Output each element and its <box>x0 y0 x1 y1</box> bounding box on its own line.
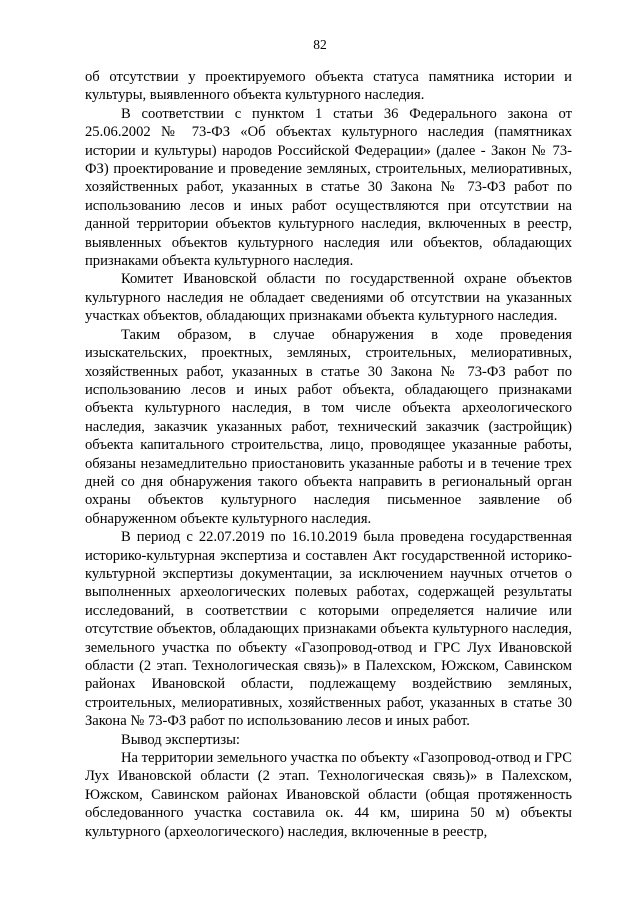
page-number: 82 <box>313 37 327 52</box>
paragraph-expertise-conclusion: На территории земельного участка по объекту «Газопровод-отвод и ГРС Лух Ивановской области (2 этап. Технологическая связь)» в Палехском, Южском, Савинском районах Ивановской области (общая протяженность обследованного участка составила ок. 44 км, ширина 50 м) объекты культурного (археологического) наследия, включенные в реестр, <box>85 750 572 840</box>
document-body <box>85 68 572 841</box>
paragraph-expertise-conclusion-heading: Вывод экспертизы: <box>121 731 240 748</box>
paragraph-federal-law: В соответствии с пунктом 1 статьи 36 Федерального закона от 25.06.2002 № 73-ФЗ «Об объектах культурного наследия (памятниках истории и культуры) народов Российской Федерации» (далее - Закон № 73-ФЗ) проектирование и проведение земляных, строительных, мелиоративных, хозяйственных работ, указанных в статье 30 Закона № 73-ФЗ работ по использованию лесов и иных работ осуществляются при отсутствии на данной территории объектов культурного наследия, включенных в реестр, выявленных объектов культурного наследия или объектов, обладающих признаками объекта культурного наследия. <box>85 105 572 270</box>
paragraph-expertise-period: В период с 22.07.2019 по 16.10.2019 была проведена государственная историко-культурная экспертиза и составлен Акт государственной историко-культурной экспертизы документации, за исключением научных отчетов о выполненных археологических полевых работах, содержащей результаты исследований, в соответствии с которыми определяется наличие или отсутствие объектов, обладающих признаками объекта культурного наследия, земельного участка по объекту «Газопровод-отвод и ГРС Лух Ивановской области (2 этап. Технологическая связь)» в Палехском, Южском, Савинском районах Ивановской области, подлежащему воздействию земляных, строительных, мелиоративных, хозяйственных работ, указанных в статье 30 Закона № 73-ФЗ работ по использованию лесов и иных работ. <box>85 529 572 730</box>
paragraph-committee: Комитет Ивановской области по государственной охране объектов культурного наследия не обладает сведениями об отсутствии на указанных участках объектов, обладающих признаками объекта культурного наследия. <box>85 271 572 325</box>
paragraph-continuation: об отсутствии у проектируемого объекта статуса памятника истории и культуры, выявленного объекта культурного наследия. <box>85 69 572 104</box>
paragraph-discovery-obligation: Таким образом, в случае обнаружения в ходе проведения изыскательских, проектных, земляных, строительных, мелиоративных, хозяйственных работ, указанных в статье 30 Закона № 73-ФЗ работ по использованию лесов и иных работ объекта, обладающего признаками объекта культурного наследия, в том числе объекта археологического наследия, заказчик указанных работ, технический заказчик (застройщик) объекта капитального строительства, лицо, проводящее указанные работы, обязаны незамедлительно приостановить указанные работы и в течение трех дней со дня обнаружения такого объекта направить в региональный орган охраны объектов культурного наследия письменное заявление об обнаруженном объекте культурного наследия. <box>85 326 572 527</box>
